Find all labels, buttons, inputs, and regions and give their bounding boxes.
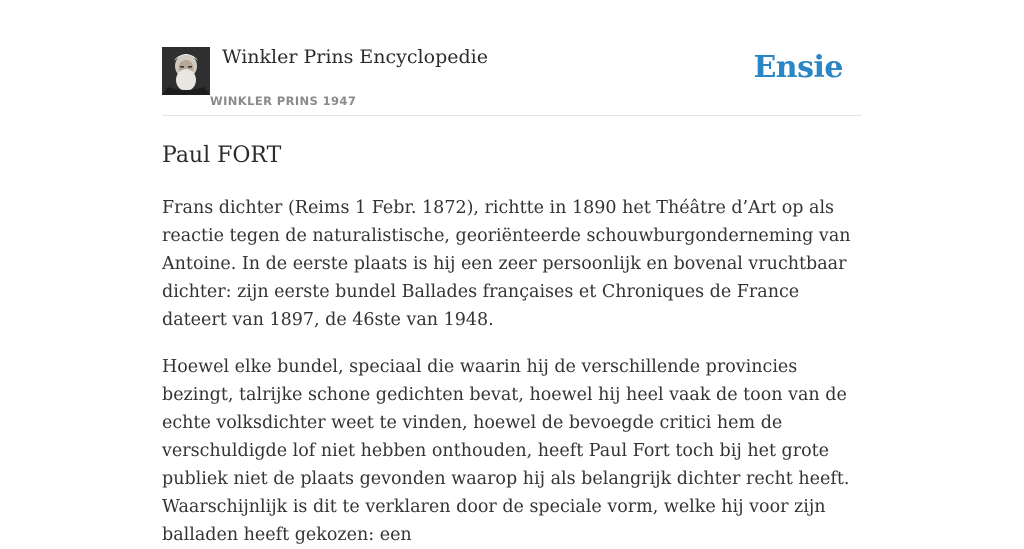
article-title: Paul FORT bbox=[162, 143, 282, 168]
avatar[interactable] bbox=[162, 47, 210, 95]
source-subtitle: WINKLER PRINS 1947 bbox=[210, 94, 357, 108]
content-container bbox=[162, 0, 862, 549]
source-title[interactable]: Winkler Prins Encyclopedie bbox=[222, 46, 488, 68]
brand-logo[interactable]: Ensie bbox=[753, 50, 843, 85]
article-paragraph: Frans dichter (Reims 1 Febr. 1872), richtte in 1890 het Théâtre d’Art op als reactie tegen de naturalistische, georiënteerde schouwburgonderneming van Antoine. In de eerste plaats is hij een zeer persoonlijk en bovenal vruchtbaar dichter: zijn eerste bundel Ballades françaises et Chroniques de France dateert van 1897, de 46ste van 1948. bbox=[162, 198, 851, 330]
article-paragraph: Hoewel elke bundel, speciaal die waarin hij de verschillende provincies bezingt, talrijke schone gedichten bevat, hoewel hij heel vaak de toon van de echte volksdichter weet te vinden, hoewel de bevoegde critici hem de verschuldigde lof niet hebben onthouden, heeft Paul Fort toch bij het grote publiek niet de plaats gevonden waarop hij als belangrijk dichter recht heeft. Waarschijnlijk is dit te verklaren door de speciale vorm, welke hij voor zijn balladen heeft gekozen: een bbox=[162, 357, 850, 545]
source-header bbox=[162, 0, 862, 116]
author-portrait-icon bbox=[162, 47, 210, 95]
